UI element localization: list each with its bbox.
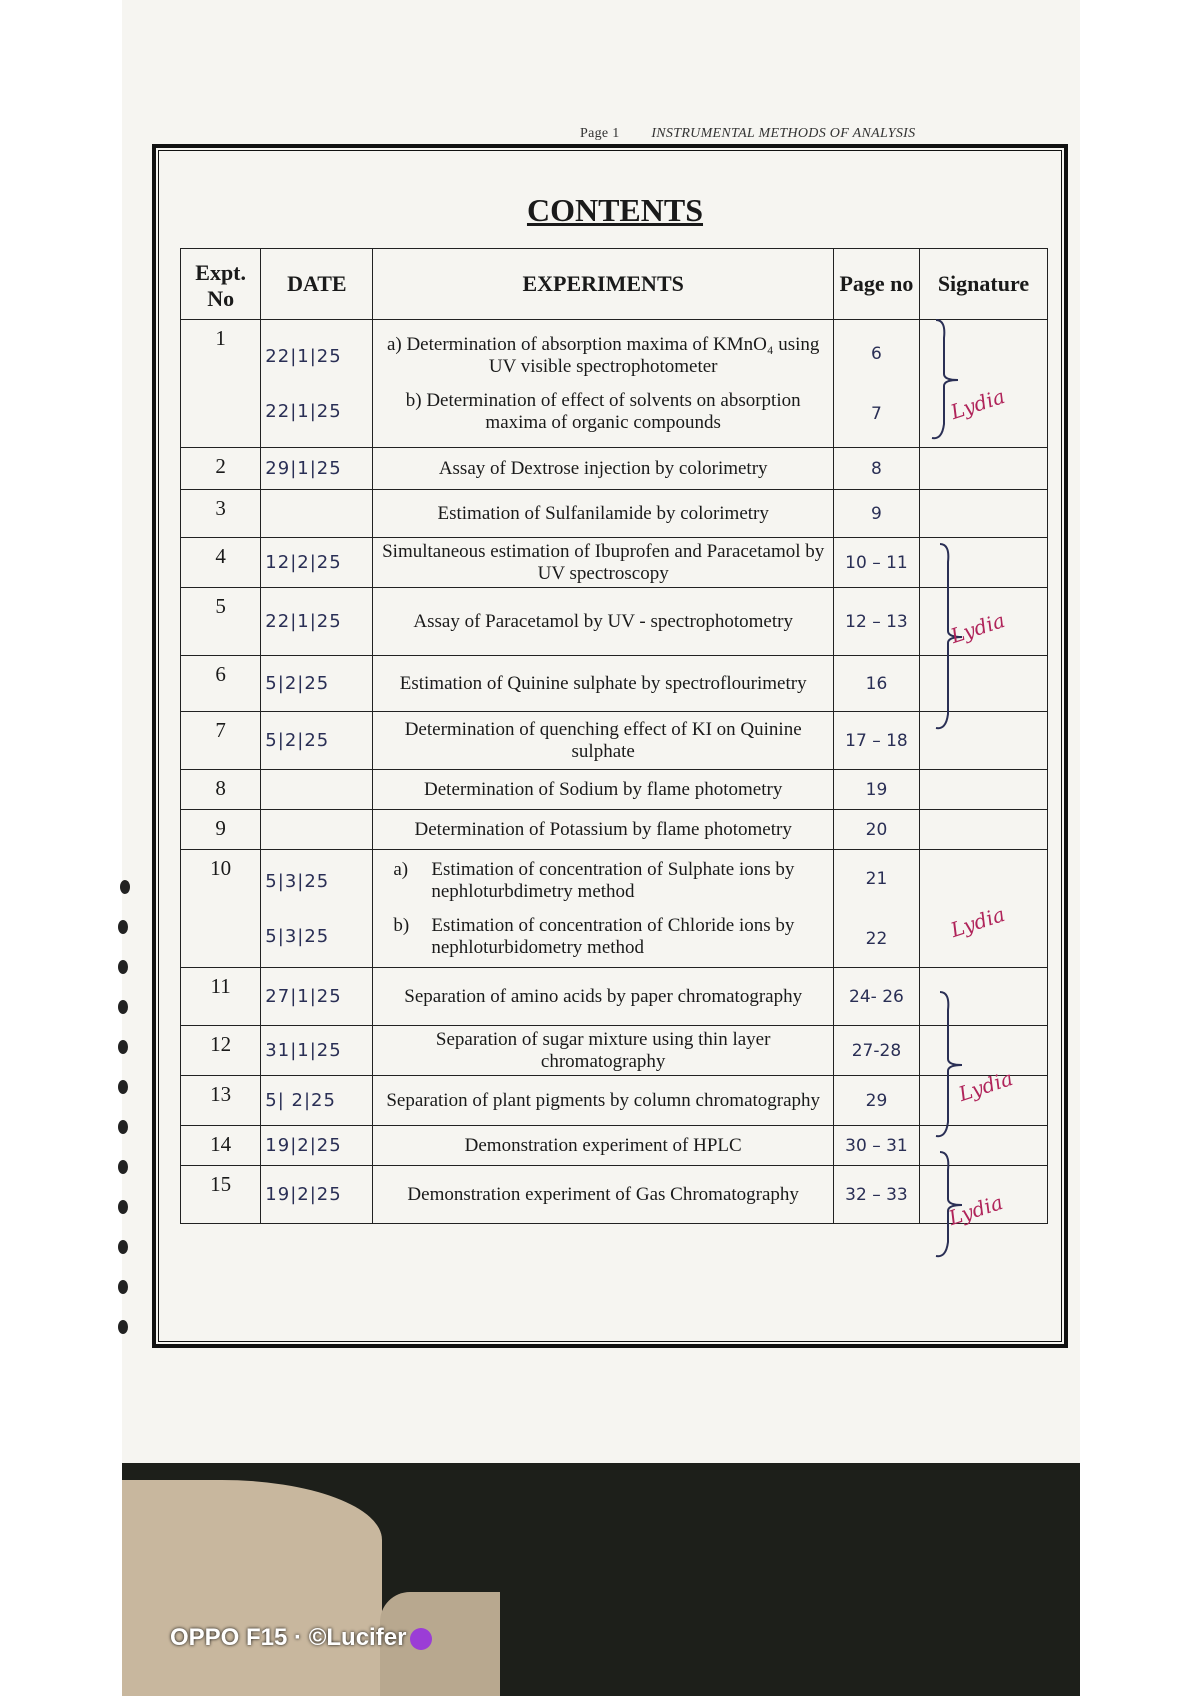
sub-experiment-label: b) — [393, 914, 410, 936]
experiment-number: 8 — [181, 770, 261, 810]
handwritten-date: 22|1|25 — [265, 611, 342, 632]
column-header-date: DATE — [261, 249, 373, 320]
experiment-text: Separation of plant pigments by column chromatography — [386, 1089, 821, 1111]
experiment-text: Estimation of Sulfanilamide by colorimetry — [437, 502, 769, 524]
experiment-number: 12 — [181, 1026, 261, 1076]
experiment-title — [373, 712, 834, 770]
column-header-experiments: EXPERIMENTS — [373, 249, 834, 320]
experiment-date — [261, 770, 373, 810]
handwritten-page-number: 29 — [865, 1090, 888, 1111]
experiment-number: 9 — [181, 810, 261, 850]
experiment-title — [373, 588, 834, 656]
page-number-cell — [833, 712, 919, 770]
table-row — [181, 850, 1048, 968]
experiment-number: 4 — [181, 538, 261, 588]
page-number-cell — [833, 850, 919, 968]
column-header-signature: Signature — [919, 249, 1047, 320]
table-row — [181, 1166, 1048, 1224]
handwritten-date: 19|2|25 — [265, 1184, 342, 1205]
page-number: Page 1 — [580, 126, 620, 141]
experiment-title — [373, 1076, 834, 1126]
signature: Lydia — [947, 384, 1008, 424]
handwritten-date: 29|1|25 — [265, 458, 342, 479]
table-row — [181, 770, 1048, 810]
handwritten-date: 5|2|25 — [265, 673, 330, 694]
handwritten-date: 22|1|25 — [265, 400, 342, 422]
experiment-date — [261, 448, 373, 490]
page-title: CONTENTS — [526, 192, 704, 228]
experiment-date — [261, 656, 373, 712]
contents-table — [180, 248, 1048, 1224]
table-row — [181, 1126, 1048, 1166]
table-row — [181, 1076, 1048, 1126]
bracket-mark — [932, 990, 972, 1140]
experiment-title — [373, 810, 834, 850]
page-number-cell — [833, 810, 919, 850]
running-header — [580, 126, 915, 142]
handwritten-date: 22|1|25 — [265, 345, 342, 367]
signature-cell — [919, 490, 1047, 538]
handwritten-page-number: 22 — [865, 928, 888, 949]
handwritten-date: 31|1|25 — [265, 1040, 342, 1061]
experiment-text: Determination of Sodium by flame photometry — [424, 778, 783, 800]
column-header-no: Expt. No — [181, 249, 261, 320]
experiment-text: Demonstration experiment of Gas Chromatography — [407, 1183, 799, 1205]
handwritten-date: 19|2|25 — [265, 1135, 342, 1156]
table-row — [181, 712, 1048, 770]
experiment-number: 11 — [181, 968, 261, 1026]
page-number-cell — [833, 588, 919, 656]
bracket-mark — [928, 318, 968, 442]
handwritten-page-number: 32 – 33 — [845, 1184, 908, 1205]
page-number-cell — [833, 656, 919, 712]
experiment-date — [261, 490, 373, 538]
handwritten-page-number: 27-28 — [851, 1040, 902, 1061]
experiment-number: 13 — [181, 1076, 261, 1126]
devil-emoji-icon — [410, 1628, 432, 1650]
experiment-number: 15 — [181, 1166, 261, 1224]
experiment-date — [261, 850, 373, 968]
experiment-title — [373, 1026, 834, 1076]
table-row — [181, 448, 1048, 490]
sub-experiment-title: Estimation of concentration of Chloride ions by nephloturbidometry method — [431, 914, 795, 958]
page-number-cell — [833, 1166, 919, 1224]
table-body — [181, 320, 1048, 1224]
experiment-text: Estimation of Quinine sulphate by spectroflourimetry — [399, 672, 807, 694]
handwritten-page-number: 30 – 31 — [845, 1135, 908, 1156]
camera-watermark: OPPO F15 · ©Lucifer — [170, 1624, 432, 1652]
experiment-number: 1 — [181, 320, 261, 448]
page-number-cell — [833, 448, 919, 490]
experiment-number: 5 — [181, 588, 261, 656]
signature: Lydia — [947, 608, 1008, 648]
experiment-number: 7 — [181, 712, 261, 770]
handwritten-date: 5| 2|25 — [265, 1090, 336, 1111]
page-number-cell — [833, 968, 919, 1026]
experiment-title — [373, 320, 834, 448]
handwritten-page-number: 19 — [865, 779, 888, 800]
cloth-shape — [122, 1480, 382, 1696]
experiment-number: 6 — [181, 656, 261, 712]
experiment-date — [261, 712, 373, 770]
handwritten-page-number: 12 – 13 — [845, 611, 908, 632]
sub-experiment-title: Estimation of concentration of Sulphate ions by nephloturbdimetry method — [431, 858, 795, 902]
experiment-date — [261, 588, 373, 656]
experiment-text: b) Determination of effect of solvents on absorption maxima of organic compounds — [405, 389, 801, 433]
page-number-cell — [833, 320, 919, 448]
handwritten-page-number: 24- 26 — [849, 986, 904, 1007]
experiment-title — [373, 850, 834, 968]
experiment-number: 2 — [181, 448, 261, 490]
handwritten-page-number: 21 — [865, 868, 888, 889]
experiment-title — [373, 1166, 834, 1224]
experiment-number: 14 — [181, 1126, 261, 1166]
handwritten-page-number: 8 — [871, 458, 882, 479]
handwritten-page-number: 10 – 11 — [845, 552, 908, 573]
handwritten-page-number: 17 – 18 — [845, 730, 908, 751]
experiment-text: Assay of Dextrose injection by colorimetry — [438, 457, 768, 479]
experiment-number: 10 — [181, 850, 261, 968]
experiment-text: Determination of quenching effect of KI on Quinine sulphate — [404, 718, 802, 762]
experiment-text: Determination of Potassium by flame photometry — [414, 818, 792, 840]
table-row — [181, 320, 1048, 448]
experiment-title — [373, 538, 834, 588]
sub-experiment-label: a) — [393, 858, 409, 880]
experiment-title — [373, 656, 834, 712]
page-number-cell — [833, 490, 919, 538]
handwritten-date: 27|1|25 — [265, 986, 342, 1007]
experiment-date — [261, 1166, 373, 1224]
table-row — [181, 490, 1048, 538]
experiment-date — [261, 538, 373, 588]
experiment-text: Separation of sugar mixture using thin layer chromatography — [435, 1028, 771, 1072]
table-header-row — [181, 249, 1048, 320]
handwritten-page-number: 7 — [871, 403, 882, 424]
table-row — [181, 1026, 1048, 1076]
experiment-text: Assay of Paracetamol by UV - spectrophotometry — [413, 610, 793, 632]
experiment-title — [373, 448, 834, 490]
handwritten-date: 5|3|25 — [265, 925, 330, 947]
running-title: INSTRUMENTAL METHODS OF ANALYSIS — [651, 126, 916, 141]
experiment-date — [261, 1026, 373, 1076]
table-row — [181, 656, 1048, 712]
experiment-text: Simultaneous estimation of Ibuprofen and Paracetamol by UV spectroscopy — [382, 540, 825, 584]
page-number-cell — [833, 538, 919, 588]
signature-cell — [919, 770, 1047, 810]
experiment-text: a) Determination of absorption maxima of KMnO₄ using UV visible spectrophotometer — [386, 333, 820, 377]
page-number-cell — [833, 1126, 919, 1166]
experiment-date — [261, 1126, 373, 1166]
table-row — [181, 968, 1048, 1026]
handwritten-page-number: 20 — [865, 819, 888, 840]
page-number-cell — [833, 770, 919, 810]
experiment-date — [261, 1076, 373, 1126]
table-row — [181, 538, 1048, 588]
table-row — [181, 588, 1048, 656]
handwritten-page-number: 9 — [871, 503, 882, 524]
table-row — [181, 810, 1048, 850]
page-number-cell — [833, 1076, 919, 1126]
column-header-page: Page no — [833, 249, 919, 320]
handwritten-page-number: 16 — [865, 673, 888, 694]
experiment-date — [261, 810, 373, 850]
signature: Lydia — [955, 1066, 1016, 1106]
signature-cell — [919, 810, 1047, 850]
handwritten-date: 5|3|25 — [265, 870, 330, 892]
experiment-title — [373, 968, 834, 1026]
signature: Lydia — [945, 1190, 1006, 1230]
handwritten-page-number: 6 — [871, 343, 882, 364]
page-number-cell — [833, 1026, 919, 1076]
experiment-title — [373, 770, 834, 810]
signature: Lydia — [947, 902, 1008, 942]
experiment-date — [261, 320, 373, 448]
experiment-title — [373, 1126, 834, 1166]
handwritten-date: 5|2|25 — [265, 730, 330, 751]
experiment-text: Separation of amino acids by paper chromatography — [404, 985, 803, 1007]
experiment-text: Demonstration experiment of HPLC — [464, 1134, 742, 1156]
experiment-title — [373, 490, 834, 538]
experiment-number: 3 — [181, 490, 261, 538]
signature-cell — [919, 448, 1047, 490]
handwritten-date: 12|2|25 — [265, 552, 342, 573]
experiment-date — [261, 968, 373, 1026]
